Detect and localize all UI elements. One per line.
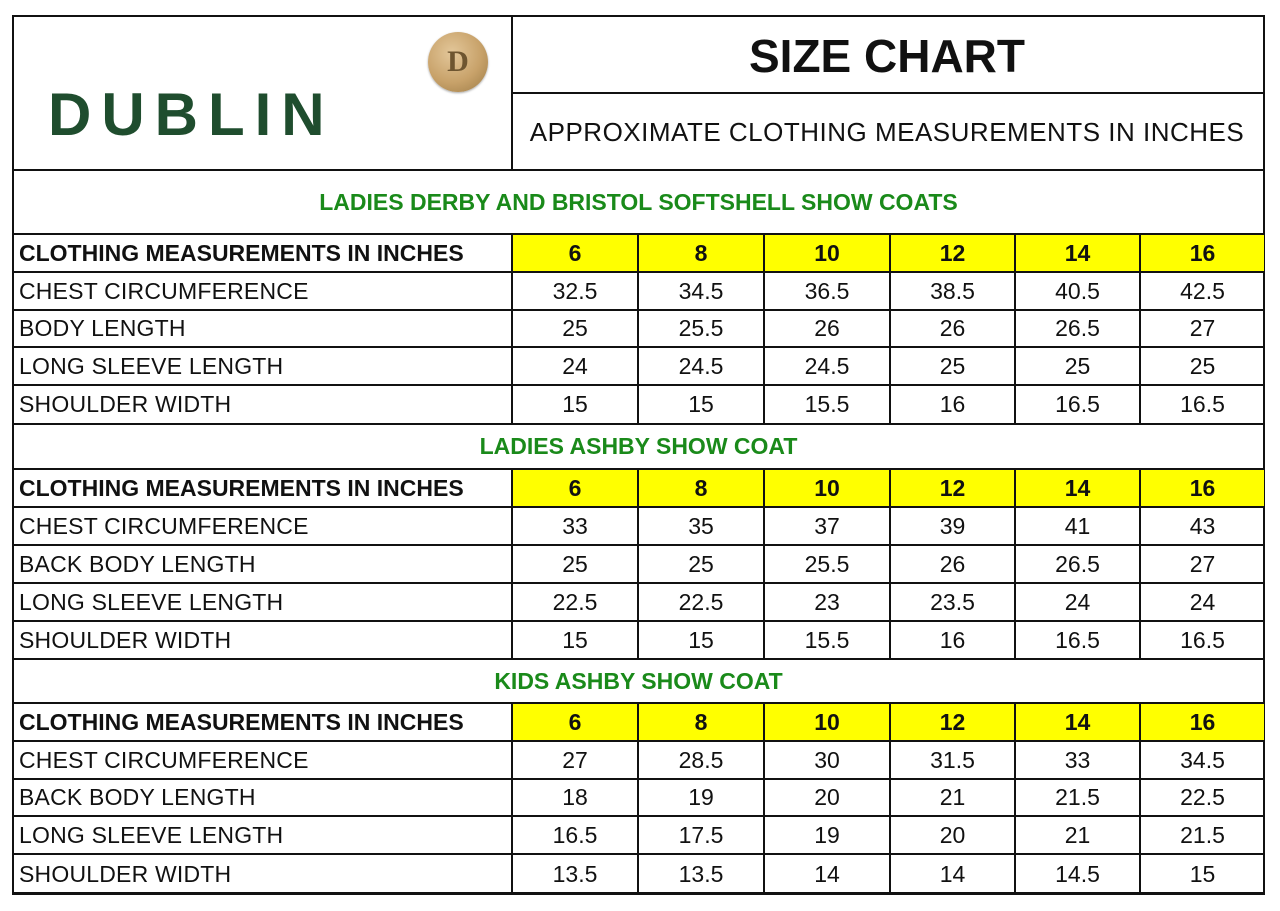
measurement-label: CHEST CIRCUMFERENCE	[19, 746, 309, 773]
measurement-value: 32.5	[552, 277, 598, 304]
measurement-value: 27	[1189, 550, 1216, 577]
measurement-value: 21.5	[1180, 821, 1225, 848]
measurement-value: 25	[562, 315, 588, 341]
column-header-label: CLOTHING MEASUREMENTS IN INCHES	[19, 474, 464, 501]
table-column-rule	[763, 703, 765, 894]
measurement-value: 24	[1189, 588, 1216, 615]
measurement-label: LONG SLEEVE LENGTH	[19, 588, 284, 615]
measurement-value: 13.5	[552, 860, 598, 887]
measurement-value: 14.5	[1055, 860, 1100, 887]
measurement-value: 16.5	[1180, 391, 1225, 417]
column-header-label: CLOTHING MEASUREMENTS IN INCHES	[19, 708, 464, 735]
measurement-value: 24	[1064, 588, 1091, 615]
table-column-rule	[637, 703, 639, 894]
measurement-value: 23	[814, 588, 840, 615]
size-header-cell: 16	[1141, 470, 1264, 506]
measurement-value: 39	[939, 512, 966, 539]
measurement-value: 25	[939, 352, 966, 379]
table-column-rule	[1139, 703, 1141, 894]
measurement-value: 28.5	[678, 746, 724, 773]
measurement-value: 26.5	[1055, 550, 1100, 577]
brand-logo-text: DUBLIN	[48, 81, 335, 148]
measurement-value: 18	[562, 784, 588, 810]
measurement-value: 40.5	[1055, 277, 1100, 304]
measurement-value: 33	[562, 512, 588, 539]
measurement-label: CHEST CIRCUMFERENCE	[19, 512, 309, 539]
measurement-label: SHOULDER WIDTH	[19, 860, 232, 887]
size-header-cell: 6	[513, 704, 637, 740]
size-header-cell: 12	[891, 704, 1014, 740]
measurement-value: 16.5	[1055, 626, 1100, 653]
measurement-value: 25	[562, 550, 588, 577]
measurement-value: 33	[1064, 746, 1091, 773]
measurement-label: SHOULDER WIDTH	[19, 391, 232, 417]
table-column-rule	[511, 703, 513, 894]
measurement-value: 19	[688, 784, 714, 810]
table-column-rule	[763, 469, 765, 659]
size-header-cell: 12	[891, 470, 1014, 506]
size-header-cell: 10	[765, 235, 889, 271]
table-column-rule	[763, 234, 765, 424]
section-title: LADIES ASHBY SHOW COAT	[479, 433, 798, 459]
measurement-value: 16	[939, 391, 966, 417]
size-header-cell: 14	[1016, 235, 1139, 271]
size-header-cell: 16	[1141, 235, 1264, 271]
measurement-value: 17.5	[678, 821, 724, 848]
size-header-cell: 8	[639, 470, 763, 506]
measurement-value: 27	[562, 746, 588, 773]
brand-badge-icon	[428, 32, 488, 92]
measurement-value: 26	[814, 315, 840, 341]
measurement-value: 25	[1064, 352, 1091, 379]
measurement-label: BACK BODY LENGTH	[19, 784, 256, 810]
table-rule	[12, 169, 1265, 171]
table-column-rule	[1139, 469, 1141, 659]
page-title: SIZE CHART	[749, 30, 1025, 82]
measurement-value: 15	[688, 626, 714, 653]
measurement-label: LONG SLEEVE LENGTH	[19, 821, 284, 848]
measurement-value: 42.5	[1180, 277, 1225, 304]
measurement-value: 23.5	[930, 588, 975, 615]
measurement-value: 21.5	[1055, 784, 1100, 810]
table-column-rule	[1014, 469, 1016, 659]
measurement-value: 22.5	[552, 588, 598, 615]
measurement-value: 26	[939, 315, 966, 341]
measurement-value: 35	[688, 512, 714, 539]
measurement-label: LONG SLEEVE LENGTH	[19, 352, 284, 379]
size-header-cell: 6	[513, 470, 637, 506]
measurement-value: 20	[939, 821, 966, 848]
measurement-value: 21	[1064, 821, 1091, 848]
table-column-rule	[511, 469, 513, 659]
size-header-cell: 8	[639, 235, 763, 271]
table-column-rule	[1014, 234, 1016, 424]
measurement-value: 30	[814, 746, 840, 773]
size-header-cell: 14	[1016, 704, 1139, 740]
table-column-rule	[511, 234, 513, 424]
brand-badge-letter: D	[447, 45, 469, 78]
measurement-value: 14	[814, 860, 840, 887]
table-column-rule	[637, 234, 639, 424]
measurement-value: 15	[562, 391, 588, 417]
table-column-rule	[1139, 234, 1141, 424]
measurement-value: 20	[814, 784, 840, 810]
table-column-rule	[511, 15, 513, 170]
column-header-label: CLOTHING MEASUREMENTS IN INCHES	[19, 239, 464, 266]
measurement-value: 24	[562, 352, 588, 379]
measurement-value: 15	[562, 626, 588, 653]
measurement-value: 27	[1189, 315, 1216, 341]
size-header-cell: 6	[513, 235, 637, 271]
measurement-value: 13.5	[678, 860, 724, 887]
size-header-cell: 8	[639, 704, 763, 740]
measurement-value: 16	[939, 626, 966, 653]
measurement-value: 15	[1189, 860, 1216, 887]
measurement-value: 26.5	[1055, 315, 1100, 341]
table-column-rule	[637, 469, 639, 659]
measurement-label: BODY LENGTH	[19, 315, 186, 341]
measurement-value: 16.5	[1180, 626, 1225, 653]
measurement-value: 37	[814, 512, 840, 539]
size-header-cell: 14	[1016, 470, 1139, 506]
section-title: LADIES DERBY AND BRISTOL SOFTSHELL SHOW COATS	[319, 188, 958, 215]
measurement-value: 25	[1189, 352, 1216, 379]
size-header-cell: 12	[891, 235, 1014, 271]
measurement-value: 38.5	[930, 277, 975, 304]
table-column-rule	[889, 234, 891, 424]
measurement-label: SHOULDER WIDTH	[19, 626, 232, 653]
size-header-cell: 10	[765, 704, 889, 740]
measurement-value: 41	[1064, 512, 1091, 539]
measurement-label: BACK BODY LENGTH	[19, 550, 256, 577]
measurement-value: 25	[688, 550, 714, 577]
measurement-value: 14	[939, 860, 966, 887]
table-column-rule	[889, 469, 891, 659]
measurement-value: 16.5	[1055, 391, 1100, 417]
table-column-rule	[889, 703, 891, 894]
measurement-value: 34.5	[1180, 746, 1225, 773]
measurement-value: 34.5	[678, 277, 724, 304]
measurement-value: 31.5	[930, 746, 975, 773]
measurement-value: 15	[688, 391, 714, 417]
size-header-cell: 16	[1141, 704, 1264, 740]
measurement-value: 15.5	[804, 391, 850, 417]
measurement-value: 15.5	[804, 626, 850, 653]
measurement-value: 22.5	[678, 588, 724, 615]
measurement-value: 22.5	[1180, 784, 1225, 810]
measurement-value: 24.5	[804, 352, 850, 379]
table-rule	[512, 92, 1265, 94]
section-title: KIDS ASHBY SHOW COAT	[494, 667, 783, 694]
measurement-value: 21	[939, 784, 966, 810]
measurement-value: 19	[814, 821, 840, 848]
measurement-value: 16.5	[552, 821, 598, 848]
table-column-rule	[1014, 703, 1016, 894]
measurement-value: 43	[1189, 512, 1216, 539]
measurement-value: 25.5	[678, 315, 724, 341]
page-subtitle: APPROXIMATE CLOTHING MEASUREMENTS IN INCHES	[529, 116, 1245, 147]
size-header-cell: 10	[765, 470, 889, 506]
measurement-label: CHEST CIRCUMFERENCE	[19, 277, 309, 304]
measurement-value: 26	[939, 550, 966, 577]
measurement-value: 25.5	[804, 550, 850, 577]
measurement-value: 24.5	[678, 352, 724, 379]
measurement-value: 36.5	[804, 277, 850, 304]
